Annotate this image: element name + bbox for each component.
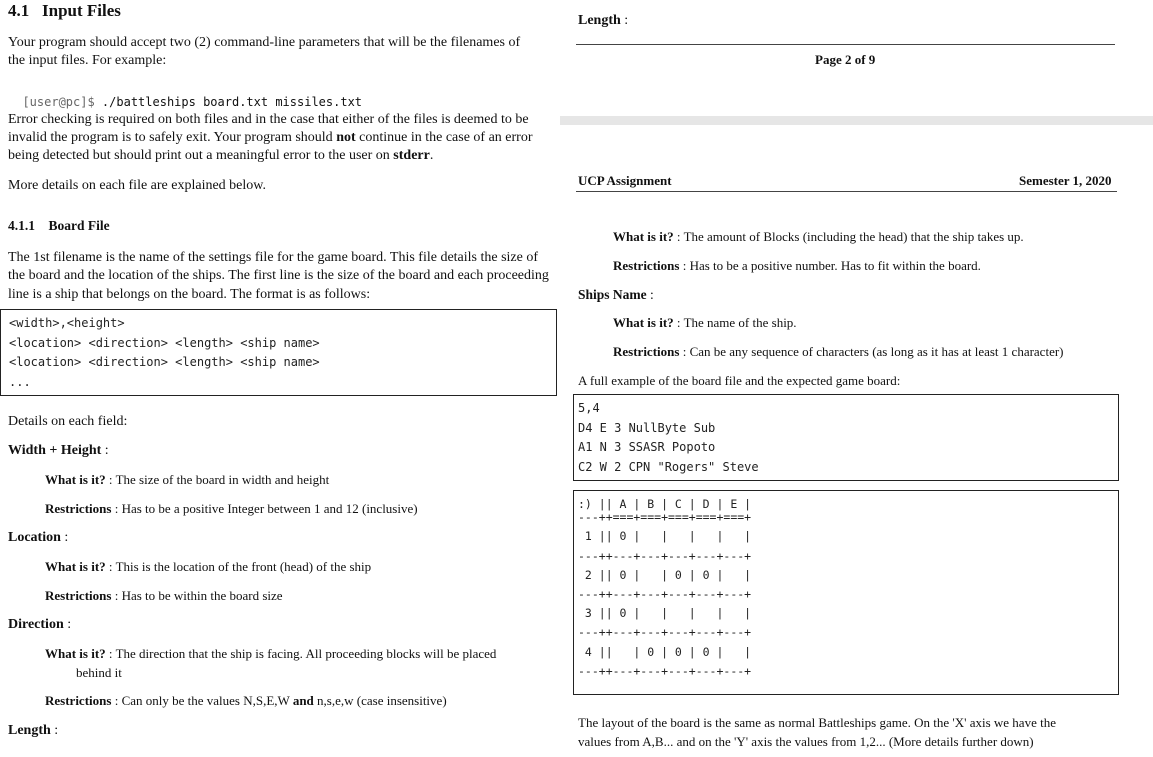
grid-row-1: 1 || 0 | | | | | xyxy=(578,529,752,544)
restrictions-text-post: n,s,e,w (case insensitive) xyxy=(313,693,447,708)
field-name-location xyxy=(8,529,68,547)
subsection-title-text: Board File xyxy=(48,218,110,233)
colon: : xyxy=(108,559,113,574)
format-code-box xyxy=(0,309,557,396)
grid-row-2: 2 || 0 | | 0 | 0 | | xyxy=(578,567,752,582)
example-line: D4 E 3 NullByte Sub xyxy=(578,420,716,435)
grid-separator: ---++---+---+---+---+---+ xyxy=(578,548,752,563)
field-what-location xyxy=(45,558,371,576)
length-restr xyxy=(613,257,981,275)
restrictions-text: Can be any sequence of characters (as long as it has at least 1 character) xyxy=(689,344,1064,359)
colon: : xyxy=(54,723,59,738)
cmd-prompt: [user@pc]$ xyxy=(22,95,95,109)
page-footer-rule xyxy=(576,44,1115,45)
board-para-line-2: the board and the location of the ships. The first line is the size of the board and each proceeding xyxy=(8,268,549,283)
what-label: What is it? xyxy=(45,646,106,661)
field-name-text: Direction xyxy=(8,617,64,632)
colon: : xyxy=(64,530,69,545)
error-line-3-post: . xyxy=(429,148,434,163)
what-text: The name of the ship. xyxy=(683,315,797,330)
intro-line-1: Your program should accept two (2) command-line parameters that will be the filenames of xyxy=(8,35,521,50)
ships-what xyxy=(613,314,797,332)
field-what-direction-cont: behind it xyxy=(76,665,122,680)
layout-para-line-2: values from A,B... and on the 'Y' axis the values from 1,2... (More details further down) xyxy=(578,734,1034,749)
restrictions-label: Restrictions xyxy=(45,693,112,708)
example-code-box xyxy=(573,394,1119,481)
error-line-3 xyxy=(8,147,433,165)
colon: : xyxy=(108,646,113,661)
error-line-2 xyxy=(8,129,533,147)
page-break-band xyxy=(560,116,1153,125)
error-line-1: Error checking is required on both files and in the case that either of the files is deemed to be xyxy=(8,112,529,127)
section-title-text: Input Files xyxy=(42,1,121,20)
colon: : xyxy=(108,472,113,487)
what-label: What is it? xyxy=(45,472,106,487)
what-label: What is it? xyxy=(613,229,674,244)
intro-line-2: the input files. For example: xyxy=(8,53,167,68)
colon: : xyxy=(682,344,687,359)
board-para-line-3: line is a ship that belongs on the board. The format is as follows: xyxy=(8,287,371,302)
field-name-text: Width + Height xyxy=(8,443,102,458)
layout-para-line-1: The layout of the board is the same as normal Battleships game. On the 'X' axis we have the xyxy=(578,715,1056,730)
restrictions-text: Has to be a positive Integer between 1 and 12 (inclusive) xyxy=(121,501,418,516)
full-example-text: A full example of the board file and the expected game board: xyxy=(578,373,901,388)
restrictions-label: Restrictions xyxy=(613,344,680,359)
field-name-width-height xyxy=(8,442,109,460)
grid-separator: ---++===+===+===+===+===+ xyxy=(578,510,752,525)
what-text: This is the location of the front (head) of the ship xyxy=(115,559,372,574)
grid-separator: ---++---+---+---+---+---+ xyxy=(578,587,752,602)
example-line: C2 W 2 CPN "Rogers" Steve xyxy=(578,459,759,474)
error-line-3-pre: being detected but should print out a meaningful error to the user on xyxy=(8,148,394,163)
field-name-direction xyxy=(8,616,71,634)
example-line: 5,4 xyxy=(578,401,600,415)
colon: : xyxy=(676,229,681,244)
restrictions-label: Restrictions xyxy=(45,588,112,603)
error-line-2-pre: invalid the program is to safely exit. Your program should xyxy=(8,130,337,145)
header-right: Semester 1, 2020 xyxy=(1019,173,1112,188)
section-title xyxy=(8,1,121,21)
restrictions-and: and xyxy=(292,693,314,708)
grid-row-3: 3 || 0 | | | | | xyxy=(578,606,752,621)
ships-name-label xyxy=(578,286,654,304)
colon: : xyxy=(624,13,629,28)
page-number: Page 2 of 9 xyxy=(815,52,876,67)
format-line: <width>,<height> xyxy=(9,316,125,330)
restrictions-text-pre: Can only be the values N,S,E,W xyxy=(121,693,293,708)
format-line: <location> <direction> <length> <ship name> xyxy=(9,355,320,369)
format-line: <location> <direction> <length> <ship name> xyxy=(9,335,320,350)
board-para-line-1: The 1st filename is the name of the settings file for the game board. This file details the size of xyxy=(8,250,539,265)
length-label-text: Length xyxy=(578,13,621,28)
ships-name-text: Ships Name xyxy=(578,287,647,302)
what-label: What is it? xyxy=(45,559,106,574)
format-line: ... xyxy=(9,374,31,389)
subsection-title xyxy=(8,218,110,234)
restrictions-label: Restrictions xyxy=(613,258,680,273)
colon: : xyxy=(682,258,687,273)
colon: : xyxy=(114,588,119,603)
grid-row-header: :) || A | B | C | D | E | xyxy=(578,497,752,511)
subsection-number: 4.1.1 xyxy=(8,218,35,233)
header-left: UCP Assignment xyxy=(578,173,672,188)
game-board-box xyxy=(573,490,1119,695)
colon: : xyxy=(676,315,681,330)
restrictions-text: Has to be within the board size xyxy=(121,588,283,603)
field-name-text: Length xyxy=(8,723,51,738)
ships-restr xyxy=(613,343,1064,361)
more-details: More details on each file are explained below. xyxy=(8,178,266,193)
what-text: The direction that the ship is facing. All proceeding blocks will be placed xyxy=(115,646,497,661)
what-text: The amount of Blocks (including the head) that the ship takes up. xyxy=(683,229,1024,244)
grid-separator: ---++---+---+---+---+---+ xyxy=(578,663,752,678)
grid-row-4: 4 || | 0 | 0 | 0 | | xyxy=(578,644,752,659)
restrictions-label: Restrictions xyxy=(45,501,112,516)
colon: : xyxy=(104,443,109,458)
example-line: A1 N 3 SSASR Popoto xyxy=(578,440,716,454)
command-example xyxy=(8,81,362,109)
length-what xyxy=(613,228,1024,246)
details-heading: Details on each field: xyxy=(8,414,128,429)
error-line-2-bold: not xyxy=(336,130,356,145)
field-restr-width-height xyxy=(45,500,418,518)
colon: : xyxy=(114,693,119,708)
field-name-text: Location xyxy=(8,530,61,545)
grid-separator: ---++---+---+---+---+---+ xyxy=(578,625,752,640)
colon: : xyxy=(650,287,654,302)
restrictions-text: Has to be a positive number. Has to fit within the board. xyxy=(689,258,981,273)
field-name-length xyxy=(8,722,58,740)
colon: : xyxy=(67,617,72,632)
field-what-width-height xyxy=(45,471,329,489)
top-length-label xyxy=(578,12,628,30)
error-line-2-post: continue in the case of an error xyxy=(355,130,533,145)
field-what-direction xyxy=(45,645,496,663)
cmd-text: ./battleships board.txt missiles.txt xyxy=(94,95,363,109)
what-label: What is it? xyxy=(613,315,674,330)
field-restr-location xyxy=(45,587,283,605)
colon: : xyxy=(114,501,119,516)
field-restr-direction xyxy=(45,692,447,710)
page-header-rule xyxy=(576,191,1117,192)
section-number: 4.1 xyxy=(8,1,30,20)
what-text: The size of the board in width and height xyxy=(115,472,330,487)
stderr-text: stderr xyxy=(393,148,430,163)
